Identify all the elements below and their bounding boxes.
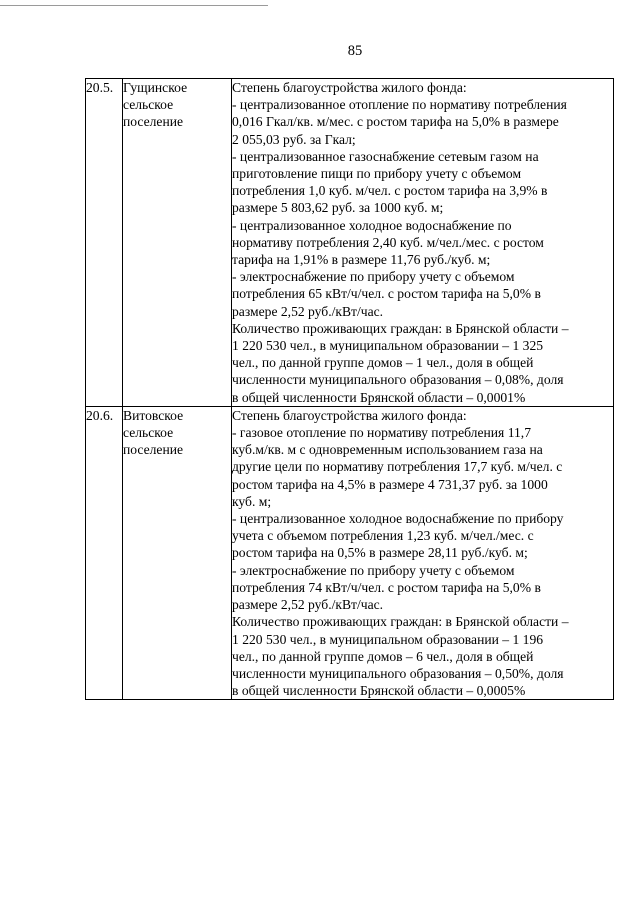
tariff-table (85, 78, 614, 700)
row-number-cell: 20.5. (86, 79, 123, 407)
description-line: - централизованное отопление по нормативу потребления (232, 97, 567, 113)
settlement-name-cell (123, 406, 232, 699)
settlement-name-line: Гущинское (123, 80, 188, 95)
description-line: Степень благоустройства жилого фонда: (232, 80, 467, 95)
description-line: в общей численности Брянской области – 0,0005% (232, 683, 526, 699)
settlement-name-line: Витовское (123, 407, 184, 423)
row-number-cell: 20.6. (86, 406, 123, 699)
description-line: потребления 65 кВт/ч/чел. с ростом тарифа на 5,0% в (232, 286, 541, 302)
description-line: чел., по данной группе домов – 6 чел., доля в общей (232, 648, 534, 664)
description-line: численности муниципального образования – 0,50%, доля (232, 665, 564, 681)
description-line: 1 220 530 чел., в муниципальном образовании – 1 196 (232, 631, 544, 647)
description-line: чел., по данной группе домов – 1 чел., доля в общей (232, 355, 534, 371)
description-line: куб.м/кв. м с одновременным использованием газа на (232, 442, 543, 458)
description-line: - централизованное холодное водоснабжение по (232, 217, 512, 233)
description-line: потребления 74 кВт/ч/чел. с ростом тарифа на 5,0% в (232, 579, 541, 595)
description-line: куб. м; (232, 493, 272, 509)
description-line: размере 2,52 руб./кВт/час. (232, 597, 384, 613)
description-line: размере 2,52 руб./кВт/час. (232, 303, 384, 319)
description-line: 1 220 530 чел., в муниципальном образовании – 1 325 (232, 338, 544, 354)
description-line: - электроснабжение по прибору учету с объемом (232, 269, 515, 285)
description-line: 0,016 Гкал/кв. м/мес. с ростом тарифа на 5,0% в размере (232, 114, 559, 130)
settlement-name-line: сельское (123, 425, 174, 441)
description-line: - централизованное холодное водоснабжение по прибору (232, 511, 564, 527)
table-row-20-5 (86, 79, 614, 407)
settlement-name-line: поселение (123, 442, 184, 458)
description-line: учета с объемом потребления 1,23 куб. м/чел./мес. с (232, 528, 534, 544)
description-line: Степень благоустройства жилого фонда: (232, 407, 467, 423)
description-line: 2 055,03 руб. за Гкал; (232, 131, 356, 147)
description-line: потребления 1,0 куб. м/чел. с ростом тарифа на 3,9% в (232, 183, 548, 199)
settlement-name-line: поселение (123, 114, 184, 130)
description-line: ростом тарифа на 0,5% в размере 28,11 руб./куб. м; (232, 545, 528, 561)
description-line: в общей численности Брянской области – 0,0001% (232, 389, 526, 405)
table-row-20-6 (86, 406, 614, 699)
description-line: приготовление пищи по прибору учету с объемом (232, 166, 522, 182)
description-line: - электроснабжение по прибору учету с объемом (232, 562, 515, 578)
description-line: размере 5 803,62 руб. за 1000 куб. м; (232, 200, 444, 216)
description-line: ростом тарифа на 4,5% в размере 4 731,37 руб. за 1000 (232, 476, 548, 492)
description-line: тарифа на 1,91% в размере 11,76 руб./куб. м; (232, 252, 491, 268)
description-line: Количество проживающих граждан: в Брянской области – (232, 614, 569, 630)
description-line: другие цели по нормативу потребления 17,7 куб. м/чел. с (232, 459, 563, 475)
description-line: - централизованное газоснабжение сетевым газом на (232, 148, 539, 164)
settlement-name-line: сельское (123, 97, 174, 113)
settlement-name-cell (123, 79, 232, 407)
description-line: нормативу потребления 2,40 куб. м/чел./мес. с ростом (232, 234, 544, 250)
description-cell (232, 79, 614, 407)
description-line: численности муниципального образования – 0,08%, доля (232, 372, 564, 388)
description-line: Количество проживающих граждан: в Брянской области – (232, 320, 569, 336)
page-number: 85 (347, 43, 363, 59)
description-line: - газовое отопление по нормативу потребления 11,7 (232, 425, 531, 441)
description-cell (232, 406, 614, 699)
scan-edge-line (0, 5, 268, 6)
